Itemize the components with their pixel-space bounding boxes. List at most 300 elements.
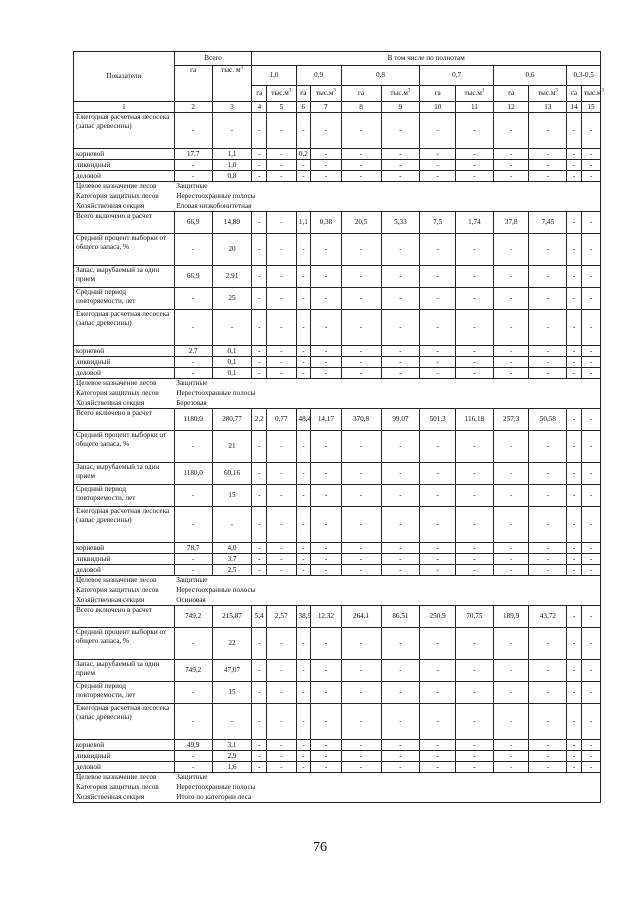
table-cell: - <box>493 463 529 485</box>
table-cell: - <box>581 507 600 543</box>
table-cell: - <box>381 368 420 379</box>
table-cell: - <box>581 554 600 565</box>
table-cell: - <box>311 266 341 288</box>
table-cell: 5,33 <box>381 212 420 234</box>
table-cell: 86,51 <box>381 606 420 628</box>
table-cell: - <box>493 660 529 682</box>
table-cell: - <box>341 266 381 288</box>
table-cell: 20 <box>212 234 252 266</box>
table-cell: 47,07 <box>212 660 252 682</box>
table-cell: - <box>252 357 267 368</box>
table-cell: - <box>311 357 341 368</box>
table-cell: - <box>529 485 567 507</box>
table-cell: - <box>529 346 567 357</box>
header-unit-ths-m3: $тыс.м^3$ <box>381 86 420 102</box>
column-number: 13 <box>529 102 567 113</box>
row-label-annual: Ежегодная расчетная лесосека (запас древесины) <box>74 113 175 149</box>
table-cell: - <box>252 682 267 704</box>
table-row <box>74 762 601 773</box>
table-cell: 257,3 <box>493 409 529 431</box>
table-cell: 3,1 <box>212 740 252 751</box>
table-cell: - <box>252 368 267 379</box>
table-cell: 60,16 <box>212 463 252 485</box>
table-cell: - <box>311 507 341 543</box>
meta-row <box>74 202 601 212</box>
table-cell: - <box>420 234 456 266</box>
table-cell: - <box>456 628 494 660</box>
table-cell: - <box>420 149 456 160</box>
meta-label-category: Категория защитных лесов <box>74 783 175 793</box>
table-cell: - <box>311 660 341 682</box>
meta-value-category: Нерестоохранные полосы <box>174 192 600 202</box>
table-cell: - <box>567 740 582 751</box>
table-cell: - <box>174 628 212 660</box>
table-cell: - <box>567 606 582 628</box>
meta-row <box>74 783 601 793</box>
table-cell: - <box>529 554 567 565</box>
table-cell: - <box>174 288 212 310</box>
table-cell: 1180,0 <box>174 463 212 485</box>
meta-value-category: Нерестоохранные полосы <box>174 783 600 793</box>
table-cell: - <box>567 288 582 310</box>
table-cell: - <box>311 565 341 576</box>
row-label-included: Всего включено в расчет <box>74 409 175 431</box>
table-row <box>74 606 601 628</box>
table-cell: - <box>296 463 311 485</box>
table-cell: - <box>456 431 494 463</box>
table-cell: 0,77 <box>267 409 296 431</box>
table-cell: - <box>493 543 529 554</box>
table-cell: - <box>267 310 296 346</box>
table-cell: 1,0 <box>212 160 252 171</box>
header-unit-ga: га <box>252 86 267 102</box>
table-cell: - <box>252 507 267 543</box>
table-cell: - <box>296 740 311 751</box>
header-unit-ths-m3: $тыс.м^3$ <box>456 86 494 102</box>
table-cell: - <box>252 160 267 171</box>
table-cell: - <box>252 171 267 182</box>
header-total-ga: га <box>174 66 212 102</box>
table-cell: 0,1 <box>212 357 252 368</box>
column-number: 8 <box>341 102 381 113</box>
table-cell: - <box>493 266 529 288</box>
table-cell: - <box>296 288 311 310</box>
table-cell: - <box>311 346 341 357</box>
table-cell: - <box>252 660 267 682</box>
table-cell: - <box>456 543 494 554</box>
table-cell: - <box>174 751 212 762</box>
table-cell: - <box>493 368 529 379</box>
meta-row <box>74 793 601 803</box>
meta-row <box>74 576 601 586</box>
table-cell: - <box>493 310 529 346</box>
table-cell: - <box>529 660 567 682</box>
table-cell: - <box>381 357 420 368</box>
table-cell: - <box>381 751 420 762</box>
meta-row <box>74 389 601 399</box>
meta-value-purpose: Защитные <box>174 773 600 783</box>
row-label-liquid: ликвидный <box>74 357 175 368</box>
table-cell: - <box>252 288 267 310</box>
table-cell: - <box>267 682 296 704</box>
table-cell: - <box>529 628 567 660</box>
table-cell: 0,1 <box>212 346 252 357</box>
meta-row <box>74 399 601 409</box>
table-cell: 5,4 <box>252 606 267 628</box>
table-cell: - <box>567 762 582 773</box>
meta-row <box>74 596 601 606</box>
table-cell: - <box>341 682 381 704</box>
header-total-ths-m3: тыс. $м^3$ <box>212 66 252 102</box>
table-row <box>74 234 601 266</box>
table-cell: - <box>296 704 311 740</box>
table-cell: - <box>267 357 296 368</box>
table-cell: - <box>212 507 252 543</box>
table-cell: - <box>252 234 267 266</box>
column-number: 9 <box>381 102 420 113</box>
table-cell: - <box>581 113 600 149</box>
table-cell: - <box>420 682 456 704</box>
table-cell: 38,9 <box>296 606 311 628</box>
table-cell: - <box>341 310 381 346</box>
page-number: 76 <box>313 840 327 855</box>
table-cell: 501,3 <box>420 409 456 431</box>
table-cell: - <box>456 368 494 379</box>
table-cell: - <box>311 160 341 171</box>
table-cell: - <box>296 160 311 171</box>
meta-value-category: Нерестоохранные полосы <box>174 389 600 399</box>
table-cell: - <box>311 113 341 149</box>
table-cell: - <box>267 762 296 773</box>
table-row <box>74 357 601 368</box>
table-cell: - <box>581 704 600 740</box>
header-density-3: 0,8 <box>341 66 420 86</box>
column-number: 3 <box>212 102 252 113</box>
table-cell: - <box>252 485 267 507</box>
table-cell: - <box>493 628 529 660</box>
table-cell: - <box>420 463 456 485</box>
header-indicators: Показатели <box>74 52 175 102</box>
meta-label-category: Категория защитных лесов <box>74 389 175 399</box>
table-row <box>74 565 601 576</box>
table-cell: - <box>296 507 311 543</box>
table-cell: - <box>493 704 529 740</box>
table-cell: - <box>581 171 600 182</box>
table-row <box>74 160 601 171</box>
row-label-liquid: ликвидный <box>74 160 175 171</box>
table-cell: - <box>252 463 267 485</box>
table-cell: - <box>567 704 582 740</box>
table-row <box>74 485 601 507</box>
table-cell: - <box>252 762 267 773</box>
table-cell: - <box>456 485 494 507</box>
row-label-business: деловой <box>74 368 175 379</box>
table-cell: 7,5 <box>420 212 456 234</box>
table-cell: - <box>567 171 582 182</box>
table-cell: - <box>252 266 267 288</box>
table-cell: 0,1 <box>212 368 252 379</box>
table-cell: 189,9 <box>493 606 529 628</box>
table-cell: - <box>420 368 456 379</box>
table-cell: 1,74 <box>456 212 494 234</box>
table-cell: - <box>381 160 420 171</box>
row-label-included: Всего включено в расчет <box>74 212 175 234</box>
meta-value-section: Березовая <box>174 399 600 409</box>
table-cell: - <box>252 149 267 160</box>
table-cell: - <box>420 160 456 171</box>
table-cell: 2,5 <box>212 565 252 576</box>
table-cell: 2,57 <box>267 606 296 628</box>
table-cell: - <box>341 485 381 507</box>
table-cell: - <box>311 751 341 762</box>
header-density-5: 0,6 <box>493 66 566 86</box>
meta-value-section: Еловая низкобонитетная <box>174 202 600 212</box>
table-cell: 70,75 <box>456 606 494 628</box>
table-cell: - <box>267 160 296 171</box>
table-cell: - <box>567 149 582 160</box>
table-cell: 37,8 <box>493 212 529 234</box>
table-cell: 1,1 <box>212 149 252 160</box>
table-cell: - <box>174 554 212 565</box>
table-cell: - <box>456 554 494 565</box>
table-cell: - <box>381 346 420 357</box>
table-cell: 12,32 <box>311 606 341 628</box>
table-row <box>74 463 601 485</box>
column-number: 7 <box>311 102 341 113</box>
row-label-avg-pct: Средний процент выборки от общего запаса, % <box>74 431 175 463</box>
table-cell: - <box>381 762 420 773</box>
table-cell: - <box>296 628 311 660</box>
table-cell: - <box>311 762 341 773</box>
table-cell: - <box>267 554 296 565</box>
table-cell: - <box>581 234 600 266</box>
table-cell: - <box>581 357 600 368</box>
table-cell: - <box>381 507 420 543</box>
table-cell: - <box>456 266 494 288</box>
table-cell: - <box>174 507 212 543</box>
table-cell: - <box>381 704 420 740</box>
table-cell: - <box>456 149 494 160</box>
table-cell: - <box>381 171 420 182</box>
table-cell: - <box>267 751 296 762</box>
table-cell: - <box>567 310 582 346</box>
table-cell: - <box>420 485 456 507</box>
table-cell: - <box>529 357 567 368</box>
table-cell: - <box>341 160 381 171</box>
table-cell: - <box>341 113 381 149</box>
table-cell: - <box>252 212 267 234</box>
table-cell: - <box>493 113 529 149</box>
table-row <box>74 543 601 554</box>
table-cell: - <box>529 463 567 485</box>
table-cell: - <box>381 554 420 565</box>
table-cell: - <box>267 234 296 266</box>
table-cell: - <box>420 554 456 565</box>
table-cell: 15 <box>212 682 252 704</box>
meta-label-category: Категория защитных лесов <box>74 192 175 202</box>
table-cell: 0,8 <box>212 171 252 182</box>
table-cell: - <box>567 751 582 762</box>
meta-label-category: Категория защитных лесов <box>74 586 175 596</box>
meta-label-purpose: Целевое назначение лесов <box>74 576 175 586</box>
table-cell: - <box>341 740 381 751</box>
table-cell: 66,9 <box>174 212 212 234</box>
table-cell: - <box>456 288 494 310</box>
table-cell: - <box>174 565 212 576</box>
table-cell: - <box>581 740 600 751</box>
table-cell: 0,2 <box>296 149 311 160</box>
row-label-root: корневой <box>74 740 175 751</box>
table-cell: - <box>493 234 529 266</box>
table-cell: - <box>420 310 456 346</box>
table-cell: - <box>456 682 494 704</box>
table-cell: - <box>493 740 529 751</box>
row-label-period: Средний период повторяемости, лет <box>74 485 175 507</box>
table-cell: - <box>341 288 381 310</box>
table-cell: - <box>581 660 600 682</box>
document-page <box>73 51 604 803</box>
table-cell: - <box>529 266 567 288</box>
table-cell: - <box>581 346 600 357</box>
table-cell: - <box>529 704 567 740</box>
table-cell: - <box>493 762 529 773</box>
table-cell: - <box>341 463 381 485</box>
table-cell: - <box>456 740 494 751</box>
table-cell: - <box>581 628 600 660</box>
table-cell: - <box>296 751 311 762</box>
header-unit-ths-m3: $тыс.м^3$ <box>529 86 567 102</box>
table-cell: - <box>267 704 296 740</box>
table-cell: - <box>311 554 341 565</box>
table-cell: - <box>267 212 296 234</box>
header-unit-ths-m3: $тыс.м^3$ <box>581 86 600 102</box>
table-cell: - <box>529 565 567 576</box>
table-cell: - <box>420 431 456 463</box>
table-cell: - <box>341 762 381 773</box>
meta-label-purpose: Целевое назначение лесов <box>74 379 175 389</box>
table-cell: - <box>311 463 341 485</box>
table-cell: - <box>174 368 212 379</box>
table-cell: - <box>267 431 296 463</box>
table-cell: - <box>381 113 420 149</box>
header-unit-ga: га <box>493 86 529 102</box>
table-cell: - <box>456 762 494 773</box>
meta-value-category: Нерестоохранные полосы <box>174 586 600 596</box>
table-cell: - <box>581 431 600 463</box>
table-row <box>74 682 601 704</box>
header-unit-ths-m3: $тыс.м^3$ <box>311 86 341 102</box>
table-cell: - <box>567 682 582 704</box>
meta-value-purpose: Защитные <box>174 576 600 586</box>
table-cell: - <box>581 368 600 379</box>
table-cell: - <box>341 357 381 368</box>
table-cell: - <box>174 762 212 773</box>
table-cell: - <box>420 762 456 773</box>
table-cell: - <box>381 431 420 463</box>
table-cell: - <box>341 554 381 565</box>
table-cell: - <box>311 543 341 554</box>
table-cell: - <box>311 368 341 379</box>
table-cell: - <box>567 346 582 357</box>
table-cell: - <box>529 762 567 773</box>
table-cell: 22 <box>212 628 252 660</box>
row-label-business: деловой <box>74 171 175 182</box>
header-density-4: 0,7 <box>420 66 493 86</box>
table-cell: - <box>567 463 582 485</box>
table-cell: - <box>529 751 567 762</box>
table-cell: - <box>341 171 381 182</box>
table-cell: - <box>296 266 311 288</box>
table-cell: - <box>252 565 267 576</box>
table-cell: 78,7 <box>174 543 212 554</box>
table-cell: - <box>420 357 456 368</box>
table-cell: - <box>174 431 212 463</box>
table-cell: - <box>311 485 341 507</box>
table-cell: - <box>296 234 311 266</box>
table-cell: 15 <box>212 485 252 507</box>
table-cell: - <box>252 554 267 565</box>
table-cell: 66,9 <box>174 266 212 288</box>
table-cell: - <box>456 507 494 543</box>
table-cell: - <box>581 409 600 431</box>
table-cell: - <box>420 660 456 682</box>
table-cell: - <box>296 565 311 576</box>
meta-value-purpose: Защитные <box>174 182 600 192</box>
header-unit-ga: га <box>341 86 381 102</box>
table-cell: 4,0 <box>212 543 252 554</box>
table-cell: - <box>341 346 381 357</box>
table-cell: 280,77 <box>212 409 252 431</box>
table-cell: - <box>381 310 420 346</box>
table-cell: - <box>420 704 456 740</box>
table-cell: - <box>567 212 582 234</box>
table-cell: - <box>581 212 600 234</box>
table-row <box>74 368 601 379</box>
table-cell: 1,1 <box>296 212 311 234</box>
table-cell: 2,2 <box>252 409 267 431</box>
table-cell: - <box>252 543 267 554</box>
table-cell: - <box>311 704 341 740</box>
table-cell: 7,45 <box>529 212 567 234</box>
header-density-1: 1,0 <box>252 66 296 86</box>
table-cell: - <box>529 740 567 751</box>
row-label-stock: Запас, вырубаемый за один прием <box>74 266 175 288</box>
table-cell: - <box>296 171 311 182</box>
table-cell: - <box>296 368 311 379</box>
table-cell: - <box>493 346 529 357</box>
table-cell: - <box>420 565 456 576</box>
header-including: В том числе по полнотам <box>252 52 601 66</box>
table-cell: 14,89 <box>212 212 252 234</box>
table-row <box>74 310 601 346</box>
table-cell: - <box>267 463 296 485</box>
table-cell: - <box>420 507 456 543</box>
column-number: 11 <box>456 102 494 113</box>
meta-label-purpose: Целевое назначение лесов <box>74 773 175 783</box>
table-cell: 370,8 <box>341 409 381 431</box>
table-cell: - <box>296 431 311 463</box>
table-cell: - <box>420 266 456 288</box>
table-cell: - <box>341 751 381 762</box>
table-cell: - <box>581 288 600 310</box>
table-cell: - <box>252 740 267 751</box>
row-label-root: корневой <box>74 543 175 554</box>
table-cell: 14,17 <box>311 409 341 431</box>
table-row <box>74 149 601 160</box>
table-cell: - <box>529 288 567 310</box>
row-label-stock: Запас, вырубаемый за один прием <box>74 463 175 485</box>
table-cell: - <box>341 660 381 682</box>
